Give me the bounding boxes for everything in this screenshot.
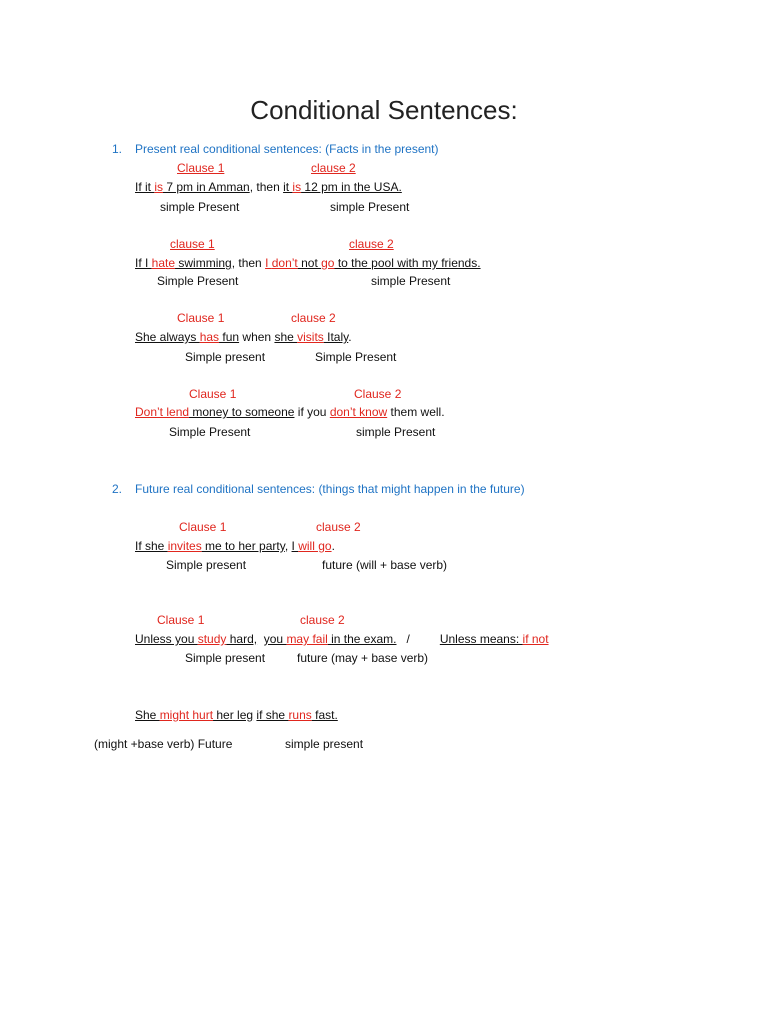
clause-1-label: Clause 1 xyxy=(177,311,225,325)
tense-label: simple Present xyxy=(330,200,410,214)
example-sentence: If I hate swimming, then I don’t not go to the pool with my friends. xyxy=(135,256,481,270)
example-sentence: If it is 7 pm in Amman, then it is 12 pm in the USA. xyxy=(135,180,402,194)
section-2-number: 2. xyxy=(112,482,123,496)
example-sentence: She always has fun when she visits Italy. xyxy=(135,330,352,344)
tense-label: Simple present xyxy=(185,350,266,364)
clause-1-label: Clause 1 xyxy=(177,161,225,175)
tense-label: Simple Present xyxy=(169,425,251,439)
example-sentence: Don’t lend money to someone if you don’t know them well. xyxy=(135,405,445,419)
tense-label: Simple Present xyxy=(315,350,397,364)
clause-1-label: Clause 1 xyxy=(179,520,227,534)
clause-2-label: Clause 2 xyxy=(354,387,402,401)
clause-2-label: clause 2 xyxy=(300,613,345,627)
clause-2-label: clause 2 xyxy=(291,311,336,325)
clause-2-label: clause 2 xyxy=(349,237,394,251)
clause-1-label: Clause 1 xyxy=(189,387,237,401)
tense-label: (might +base verb) Future xyxy=(94,737,233,751)
tense-label: Simple Present xyxy=(157,274,239,288)
tense-label: simple present xyxy=(285,737,364,751)
clause-2-label: clause 2 xyxy=(316,520,361,534)
clause-2-label: clause 2 xyxy=(311,161,356,175)
example-sentence: She might hurt her leg if she runs fast. xyxy=(135,708,338,722)
clause-1-label: Clause 1 xyxy=(157,613,205,627)
tense-label: simple Present xyxy=(371,274,451,288)
tense-label: simple Present xyxy=(160,200,240,214)
section-1-number: 1. xyxy=(112,142,123,156)
section-2-heading: Future real conditional sentences: (things that might happen in the future) xyxy=(135,482,525,496)
page-title: Conditional Sentences: xyxy=(250,95,518,125)
example-sentence: If she invites me to her party, I will go. xyxy=(135,539,335,553)
tense-label: simple Present xyxy=(356,425,436,439)
tense-label: future (will + base verb) xyxy=(322,558,448,572)
tense-label: future (may + base verb) xyxy=(297,651,429,665)
clause-1-label: clause 1 xyxy=(170,237,215,251)
example-sentence: Unless you study hard, you may fail in the exam. / Unless means: if not xyxy=(135,632,549,646)
tense-label: Simple present xyxy=(185,651,266,665)
tense-label: Simple present xyxy=(166,558,247,572)
section-1-heading: Present real conditional sentences: (Facts in the present) xyxy=(135,142,439,156)
